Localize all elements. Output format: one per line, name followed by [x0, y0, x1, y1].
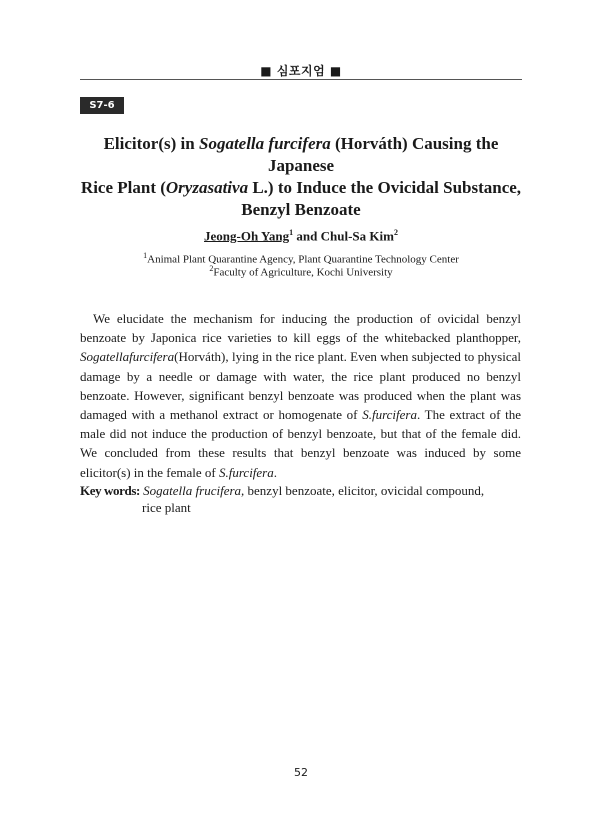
- author-conjunction: and: [293, 228, 321, 244]
- abstract-species: S.furcifera: [218, 464, 274, 480]
- abstract-text: (Horváth), lying in the rice plant. Even when subjected to physical damage by a needle or damage with water, the rice plant produced no benzyl benzoate. However, significant benzyl benzoate was produced when the plant was damaged with a methanol extract or homogenate of: [80, 349, 521, 423]
- abstract-paragraph: [80, 309, 521, 482]
- author-name: Jeong-Oh Yang: [204, 228, 290, 244]
- keywords-list-continued: rice plant: [142, 500, 191, 515]
- title-text: Elicitor(s) in: [103, 134, 199, 153]
- affiliation-number: 2: [209, 264, 214, 273]
- header-divider: [80, 79, 522, 80]
- keywords-list: benzyl benzoate, elicitor, ovicidal compound,: [244, 483, 485, 498]
- title-species: Sogatella furcifera: [198, 134, 331, 153]
- author-line: [80, 228, 522, 244]
- affiliation-text: Animal Plant Quarantine Agency, Plant Quarantine Technology Center: [147, 253, 459, 266]
- title-text: Rice Plant (: [80, 178, 166, 197]
- section-header: ■ 심포지엄 ■: [260, 64, 342, 78]
- abstract-species: S.furcifera: [362, 407, 417, 423]
- session-tag: S7-6: [80, 97, 124, 114]
- keywords-label: Key words:: [80, 483, 140, 498]
- paper-title: [72, 133, 530, 221]
- abstract-text: We elucidate the mechanism for inducing the production of ovicidal benzyl benzoate by Japonica rice varieties to kill eggs of the whitebacked planthopper,: [80, 311, 521, 346]
- abstract-species: Sogatellafurcifera: [80, 349, 175, 365]
- abstract-text: .: [273, 464, 277, 480]
- keyword-species: Sogatella frucifera,: [143, 483, 245, 498]
- title-species: Oryzasativa: [165, 178, 249, 197]
- title-text: L.) to Induce the Ovicidal Substance,: [248, 178, 522, 197]
- page-number: 52: [294, 766, 308, 779]
- author-affiliation-mark: 2: [393, 228, 398, 237]
- affiliation-number: 1: [143, 251, 148, 260]
- title-text: (Horváth) Causing the Japanese: [267, 134, 499, 175]
- abstract-text: . The extract of the male did not induce the production of benzyl benzoate, but that of the female did. We concluded from these results that benzyl benzoate was induced by some elicitor(s) in the female of: [80, 407, 521, 480]
- affiliation: [80, 264, 522, 279]
- keywords: [80, 482, 522, 516]
- author-affiliation-mark: 1: [289, 228, 294, 237]
- author-name: Chul-Sa Kim: [320, 228, 394, 244]
- affiliation-text: Faculty of Agriculture, Kochi University: [213, 266, 393, 279]
- title-text: Benzyl Benzoate: [241, 200, 361, 219]
